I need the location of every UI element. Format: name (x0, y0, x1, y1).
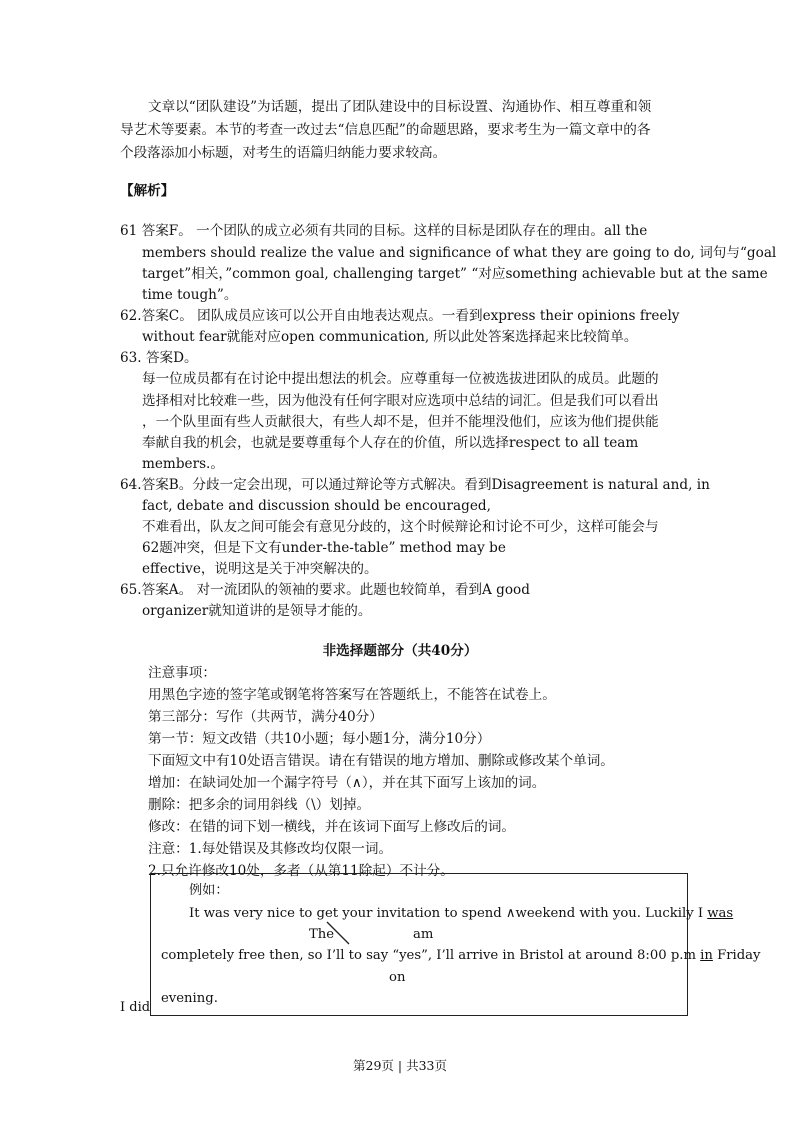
answer-63-line-6: members.。 (142, 456, 224, 472)
instruction-line: 第三部分：写作（共两节，满分40分） (148, 709, 383, 725)
answer-62-line-2: without fear就能对应open communication, 所以此处答案选择起来比较简单。 (142, 329, 638, 345)
answer-63-line-5: 奉献自我的机会，也就是要尊重每个人存在的价值，所以选择respect to all team (142, 435, 639, 451)
answer-64-line-3: 不难看出，队友之间可能会有意见分歧的，这个时候辩论和讨论不可少，这样可能会与 (142, 519, 659, 535)
intro-line-3: 个段落添加小标题，对考生的语篇归纳能力要求较高。 (120, 145, 447, 161)
example-line-1 (189, 905, 733, 923)
answer-61-line-3: target”相关，”common goal, challenging target” “对应something achievable but at the same (142, 266, 768, 282)
intro-line-1: 文章以“团队建设”为话题，提出了团队建设中的目标设置、沟通协作、相互尊重和领 (148, 99, 652, 115)
example-line-2-end: Friday (712, 948, 761, 963)
instruction-line: 下面短文中有10处语言错误。请在有错误的地方增加、删除或修改某个单词。 (148, 753, 614, 769)
intro-line-2: 导艺术等要素。本节的考查一改过去“信息匹配”的命题思路，要求考生为一篇文章中的各 (120, 122, 651, 138)
deletion-slash (325, 920, 355, 948)
instruction-line: 第一节：短文改错（共10小题；每小题1分，满分10分） (148, 731, 491, 747)
answer-63-line-4: ，一个队里面有些人贡献很大，有些人却不是，但并不能埋没他们，应该为他们提供能 (142, 414, 659, 430)
answer-64-line-1: 64.答案B。分歧一定会出现，可以通过辩论等方式解决。看到Disagreement is natural and, in (120, 477, 710, 493)
analysis-heading: 【解析】 (120, 183, 175, 199)
example-line-2-text: completely free then, so I’ll to say “yes”, I’ll arrive in Bristol at around 8:00 p.m (161, 948, 701, 963)
instruction-line: 2.只允许修改10处，多者（从第11除起）不计分。 (148, 863, 454, 879)
example-label: 例如： (189, 883, 229, 898)
answer-64-line-2: fact, debate and discussion should be encouraged, (142, 498, 491, 514)
answer-64-line-4: 62题冲突，但是下文有under-the-table” method may be (142, 540, 506, 556)
example-line-1-text: It was very nice to get your invitation to spend ∧weekend with you. Luckily I (189, 906, 708, 921)
insert-on: on (389, 970, 406, 985)
instruction-line: 修改：在错的词下划一横线，并在该词下面写上修改后的词。 (148, 819, 516, 835)
answer-63-line-1: 63. 答案D。 (120, 350, 198, 366)
answer-65-line-1: 65.答案A。 对一流团队的领袖的要求。此题也较简单，看到A good (120, 582, 530, 598)
example-line-2 (161, 947, 761, 965)
insert-the: The (309, 927, 335, 942)
answer-63-line-2: 每一位成员都有在讨论中提出想法的机会。应尊重每一位被选拔进团队的成员。此题的 (142, 371, 659, 387)
page-footer: 第29页 | 共33页 (353, 1058, 447, 1073)
instruction-line: 增加：在缺词处加一个漏字符号（∧），并在其下面写上该加的词。 (148, 775, 546, 791)
example-box (150, 873, 761, 1016)
example-line-3: evening. (161, 991, 218, 1006)
section-title: 非选择题部分（共40分） (322, 643, 478, 659)
answer-63-line-3: 选择相对比较难一些，因为他没有任何字眼对应选项中总结的词汇。但是我们可以看出 (142, 393, 659, 409)
instruction-line: 注意事项： (148, 665, 216, 681)
answer-61-line-1: 61 答案F。 一个团队的成立必须有共同的目标。这样的目标是团队存在的理由。all the (120, 223, 648, 239)
insert-am: am (413, 927, 434, 942)
instruction-line: 注意：1.每处错误及其修改均仅限一词。 (148, 841, 393, 857)
instruction-line: 用黑色字迹的签字笔或钢笔将答案写在答题纸上，不能答在试卷上。 (148, 687, 556, 703)
instruction-line: 删除：把多余的词用斜线（\）划掉。 (148, 797, 371, 813)
stray-text: I did (120, 1000, 151, 1015)
answer-65-line-2: organizer就知道讲的是领导才能的。 (142, 603, 372, 619)
answer-61-line-4: time tough”。 (142, 287, 238, 303)
example-underlined-in: in (700, 948, 713, 963)
answer-64-line-5: effective，说明这是关于冲突解决的。 (142, 561, 378, 577)
example-underlined-was: was (707, 906, 734, 921)
answer-61-line-2: members should realize the value and significance of what they are going to do, 词句与“goal (142, 245, 777, 261)
answer-62-line-1: 62.答案C。 团队成员应该可以公开自由地表达观点。一看到express their opinions freely (120, 308, 680, 324)
